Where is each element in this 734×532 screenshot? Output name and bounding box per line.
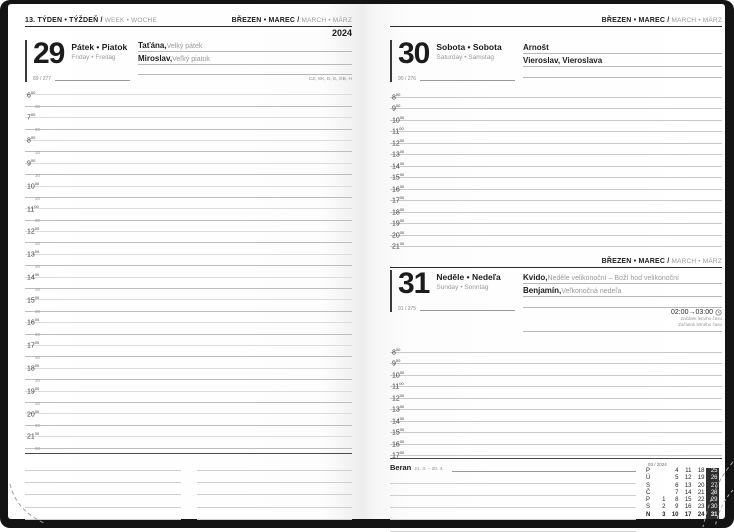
calendar-weekday-letter: Č xyxy=(646,490,654,497)
week-header xyxy=(25,17,157,24)
time-label: $17^{00}$ xyxy=(390,448,404,461)
time-slot-10-30 xyxy=(25,187,352,198)
note-line xyxy=(390,472,636,484)
time-slot-11-30 xyxy=(25,209,352,220)
nameday: Benjamín, xyxy=(523,286,561,295)
time-label: $16^{00}$ xyxy=(25,315,39,328)
calendar-date: 9 xyxy=(667,504,680,511)
time-label: $18^{00}$ xyxy=(390,205,404,218)
zodiac-name: Beran xyxy=(390,463,411,472)
half-hour-label: 30 xyxy=(25,399,40,408)
time-label: $15^{00}$ xyxy=(390,425,404,438)
time-slot-12-30 xyxy=(25,232,352,243)
day-29-info xyxy=(25,40,138,82)
calendar-date-highlighted: 27 xyxy=(706,483,719,490)
half-hour-label: 30 xyxy=(25,239,40,248)
time-label: $12^{00}$ xyxy=(25,224,39,237)
time-slot-20-30 xyxy=(25,414,352,425)
time-label: $14^{00}$ xyxy=(25,270,39,283)
holiday-name: Velký pátek xyxy=(167,43,203,50)
time-slot-6-30 xyxy=(25,95,352,106)
ruled-line xyxy=(523,297,722,308)
time-slot-9-30 xyxy=(25,164,352,175)
calendar-date xyxy=(654,468,667,475)
holiday-country-codes: CZ, SK, D, E, GB, H xyxy=(138,75,352,82)
note-line xyxy=(390,484,636,496)
time-label: $14^{00}$ xyxy=(390,414,404,427)
calendar-weekday-letter: Ú xyxy=(646,475,654,482)
time-label: $18^{00}$ xyxy=(25,361,39,374)
day-of-year-value: 91 / 275 xyxy=(398,306,416,312)
half-hour-label: 30 xyxy=(25,421,40,430)
time-grid-day-29 xyxy=(25,84,352,449)
time-slot-9-00 xyxy=(390,353,722,365)
time-slot-18-00 xyxy=(25,357,352,368)
time-slot-8-30 xyxy=(25,141,352,152)
day-30-info xyxy=(390,40,523,82)
notes-column xyxy=(25,459,181,520)
notes-lines xyxy=(390,472,636,532)
ruled-line xyxy=(452,471,636,472)
time-slot-7-00 xyxy=(25,107,352,118)
note-line xyxy=(390,520,636,532)
calendar-date: 14 xyxy=(680,490,693,497)
time-slot-16-00 xyxy=(25,312,352,323)
holiday-name: Veľkonočná nedeľa xyxy=(561,288,621,295)
half-hour-label: 30 xyxy=(25,194,40,203)
time-slot-11-00 xyxy=(25,198,352,209)
nameday: Kvido, xyxy=(523,273,547,282)
nameday-line xyxy=(523,40,722,54)
mini-calendar xyxy=(646,462,722,532)
month-label: BŘEZEN • MAREC / xyxy=(232,17,300,24)
year-label: 2024 xyxy=(25,27,352,40)
time-label: $14^{00}$ xyxy=(390,159,404,172)
time-slot-14-00 xyxy=(25,266,352,277)
month-header xyxy=(232,17,352,24)
mini-calendar-title: 03 / 2024 xyxy=(646,462,722,467)
nameday: Vieroslav, Vieroslava xyxy=(523,56,602,65)
time-slot-17-30 xyxy=(25,346,352,357)
calendar-date: 15 xyxy=(680,497,693,504)
nameday: Arnošt xyxy=(523,43,549,52)
right-page-header-2 xyxy=(390,254,722,268)
time-slot-21-00 xyxy=(390,236,722,248)
week-label: 13. TÝDEN • TÝŽDEŇ / xyxy=(25,17,103,24)
time-label: $15^{00}$ xyxy=(390,170,404,183)
calendar-row-Č xyxy=(646,490,722,497)
zodiac-date-range: 21. 3. – 20. 4. xyxy=(414,467,443,473)
time-slot-19-30 xyxy=(25,392,352,403)
note-line xyxy=(197,495,353,507)
calendar-date: 3 xyxy=(654,512,667,519)
month-label: BŘEZEN • MAREC / xyxy=(602,17,670,24)
note-line xyxy=(197,483,353,495)
month-label: BŘEZEN • MAREC / xyxy=(602,258,670,265)
time-label: $10^{00}$ xyxy=(25,179,39,192)
time-label: $11^{00}$ xyxy=(25,202,39,215)
note-line xyxy=(25,459,181,471)
calendar-date-highlighted: 25 xyxy=(706,468,719,475)
notes-area-left-page xyxy=(25,459,352,520)
time-label: $21^{00}$ xyxy=(390,239,404,252)
half-hour-label: 30 xyxy=(25,216,40,225)
time-slot-16-00 xyxy=(390,433,722,445)
nameday-line xyxy=(138,52,352,64)
time-label: $7^{00}$ xyxy=(25,110,35,123)
day-name-translation: Sunday • Sonntag xyxy=(436,284,500,291)
calendar-date xyxy=(654,475,667,482)
time-slot-18-00 xyxy=(390,201,722,213)
month-label-translation: MARCH • MÄRZ xyxy=(669,258,722,265)
note-line xyxy=(25,483,181,495)
day-of-year xyxy=(398,306,515,312)
calendar-date-highlighted: 28 xyxy=(706,490,719,497)
calendar-date: 18 xyxy=(693,468,706,475)
day-number: 30 xyxy=(398,40,429,68)
half-hour-label: 30 xyxy=(25,148,40,157)
note-line xyxy=(197,471,353,483)
day-block-31 xyxy=(390,270,722,332)
day-block-30 xyxy=(390,40,722,82)
calendar-date: 8 xyxy=(667,497,680,504)
time-label: $6^{00}$ xyxy=(25,88,35,101)
day-block-29 xyxy=(25,40,352,82)
day-number: 31 xyxy=(398,270,429,298)
time-label: $13^{00}$ xyxy=(25,247,39,260)
calendar-date xyxy=(654,483,667,490)
calendar-date: 24 xyxy=(693,512,706,519)
calendar-date: 13 xyxy=(680,483,693,490)
calendar-date: 23 xyxy=(693,504,706,511)
note-line xyxy=(390,496,636,508)
section-divider xyxy=(390,458,722,459)
bottom-area-right-page xyxy=(390,461,722,532)
day-31-info xyxy=(390,270,523,312)
half-hour-label: 30 xyxy=(25,353,40,362)
half-hour-label: 30 xyxy=(25,285,40,294)
time-label: $8^{00}$ xyxy=(390,345,400,358)
note-line xyxy=(25,495,181,507)
calendar-date: 7 xyxy=(667,490,680,497)
nameday-column xyxy=(523,40,722,82)
clock-icon xyxy=(715,309,722,316)
time-label: $15^{00}$ xyxy=(25,293,39,306)
calendar-date-highlighted: 30 xyxy=(706,504,719,511)
half-hour-label: 30 xyxy=(25,444,40,453)
time-slot-18-30 xyxy=(25,369,352,380)
month-header xyxy=(602,258,722,265)
calendar-date: 22 xyxy=(693,497,706,504)
time-slot-10-00 xyxy=(390,109,722,121)
right-page xyxy=(390,13,722,532)
calendar-weekday-letter: S xyxy=(646,504,654,511)
time-slot-8-00 xyxy=(390,86,722,98)
time-slot-16-30 xyxy=(25,323,352,334)
time-label: $20^{00}$ xyxy=(25,407,39,420)
day-name: Neděle • Nedeľa xyxy=(436,272,500,282)
calendar-weekday-letter: S xyxy=(646,483,654,490)
calendar-date: 1 xyxy=(654,497,667,504)
ruled-line xyxy=(55,80,130,81)
time-slot-19-00 xyxy=(390,213,722,225)
half-hour-label: 30 xyxy=(25,171,40,180)
day-of-year xyxy=(33,76,130,82)
calendar-weekday-letter: N xyxy=(646,512,654,519)
ruled-line xyxy=(138,65,352,75)
time-slot-17-00 xyxy=(390,445,722,457)
time-label: $19^{00}$ xyxy=(390,216,404,229)
calendar-date: 16 xyxy=(680,504,693,511)
calendar-date: 4 xyxy=(667,468,680,475)
half-hour-label: 30 xyxy=(25,376,40,385)
half-hour-label: 30 xyxy=(25,262,40,271)
week-label-translation: WEEK • WOCHE xyxy=(103,17,157,24)
time-slot-15-30 xyxy=(25,300,352,311)
time-label: $11^{00}$ xyxy=(390,379,404,392)
nameday-line xyxy=(523,284,722,298)
calendar-date: 6 xyxy=(667,483,680,490)
calendar-date xyxy=(654,490,667,497)
ruled-line xyxy=(523,67,722,78)
note-line xyxy=(25,508,181,520)
time-slot-15-00 xyxy=(390,167,722,179)
calendar-row-Ú xyxy=(646,475,722,482)
day-name-translation: Saturday • Samstag xyxy=(436,54,501,61)
half-hour-label: 30 xyxy=(25,125,40,134)
calendar-date: 10 xyxy=(667,512,680,519)
time-slot-17-00 xyxy=(25,335,352,346)
time-slot-20-00 xyxy=(25,403,352,414)
calendar-date-highlighted: 31 xyxy=(706,512,719,519)
time-slot-14-00 xyxy=(390,410,722,422)
left-page xyxy=(25,13,352,520)
time-label: $9^{00}$ xyxy=(25,156,35,169)
calendar-date: 17 xyxy=(680,512,693,519)
time-slot-11-00 xyxy=(390,376,722,388)
diary-open-spread xyxy=(8,4,725,519)
holiday-name: Neděle velikonoční – Boží hod velikonoční xyxy=(547,275,679,282)
day-of-year-value: 90 / 276 xyxy=(398,76,416,82)
day-of-year xyxy=(398,76,515,82)
calendar-date: 20 xyxy=(693,483,706,490)
time-label: $17^{00}$ xyxy=(390,193,404,206)
nameday-column xyxy=(523,270,722,332)
time-slot-10-00 xyxy=(390,364,722,376)
time-slot-16-00 xyxy=(390,178,722,190)
time-label: $12^{00}$ xyxy=(390,136,404,149)
half-hour-label: 30 xyxy=(25,307,40,316)
nameday-line xyxy=(523,270,722,284)
time-slot-13-00 xyxy=(390,399,722,411)
calendar-date-highlighted: 26 xyxy=(706,475,719,482)
ruled-line xyxy=(420,310,515,311)
nameday-column xyxy=(138,40,352,82)
time-slot-9-00 xyxy=(390,98,722,110)
time-slot-21-00 xyxy=(25,426,352,437)
time-slot-11-00 xyxy=(390,121,722,133)
time-slot-15-00 xyxy=(390,422,722,434)
half-hour-label: 30 xyxy=(25,102,40,111)
month-label-translation: MARCH • MÄRZ xyxy=(669,17,722,24)
time-slot-9-00 xyxy=(25,152,352,163)
time-label: $13^{00}$ xyxy=(390,402,404,415)
calendar-date-highlighted: 29 xyxy=(706,497,719,504)
time-slot-8-00 xyxy=(25,130,352,141)
ruled-line xyxy=(420,80,515,81)
note-line xyxy=(25,471,181,483)
notes-column xyxy=(390,461,646,532)
time-slot-10-00 xyxy=(25,175,352,186)
time-slot-15-00 xyxy=(25,289,352,300)
day-number: 29 xyxy=(33,40,64,68)
calendar-date: 21 xyxy=(693,490,706,497)
note-line xyxy=(197,508,353,520)
time-grid-day-31 xyxy=(390,341,722,456)
time-slot-13-00 xyxy=(390,144,722,156)
time-slot-8-00 xyxy=(390,341,722,353)
day-name: Sobota • Sobota xyxy=(436,42,501,52)
note-line xyxy=(197,459,353,471)
time-label: $13^{00}$ xyxy=(390,147,404,160)
day-name: Pátek • Piatok xyxy=(71,42,127,52)
time-label: $19^{00}$ xyxy=(25,384,39,397)
time-label: $10^{00}$ xyxy=(390,368,404,381)
calendar-row-S xyxy=(646,504,722,511)
time-label: $8^{00}$ xyxy=(390,90,400,103)
nameday: Miroslav, xyxy=(138,54,172,63)
time-grid-day-30 xyxy=(390,86,722,247)
calendar-date: 19 xyxy=(693,475,706,482)
time-slot-7-30 xyxy=(25,118,352,129)
calendar-row-P xyxy=(646,468,722,475)
time-label: $9^{00}$ xyxy=(390,356,400,369)
right-page-header xyxy=(390,13,722,27)
day-name-translation: Friday • Freitag xyxy=(71,54,127,61)
month-header xyxy=(602,17,722,24)
notes-column xyxy=(197,459,353,520)
time-slot-17-00 xyxy=(390,190,722,202)
left-page-header xyxy=(25,13,352,27)
time-label: $17^{00}$ xyxy=(25,338,39,351)
calendar-row-N xyxy=(646,512,722,519)
time-change-range: 02:00→03:00 xyxy=(671,309,713,316)
time-label: $11^{00}$ xyxy=(390,124,404,137)
nameday-line xyxy=(138,40,352,52)
calendar-weekday-letter: P xyxy=(646,468,654,475)
time-label: $12^{00}$ xyxy=(390,391,404,404)
time-label: $8^{00}$ xyxy=(25,133,35,146)
daylight-saving-note xyxy=(523,309,722,332)
time-slot-21-30 xyxy=(25,437,352,448)
section-divider xyxy=(25,453,352,454)
calendar-weekday-letter: P xyxy=(646,497,654,504)
nameday-line xyxy=(523,54,722,68)
day-of-year-value: 89 / 277 xyxy=(33,76,51,82)
zodiac-row xyxy=(390,461,636,472)
calendar-date: 2 xyxy=(654,504,667,511)
time-slot-6-00 xyxy=(25,84,352,95)
calendar-row-P xyxy=(646,497,722,504)
time-slot-13-00 xyxy=(25,243,352,254)
half-hour-label: 30 xyxy=(25,330,40,339)
time-label: $20^{00}$ xyxy=(390,228,404,241)
time-label: $16^{00}$ xyxy=(390,182,404,195)
time-slot-14-00 xyxy=(390,155,722,167)
time-slot-19-00 xyxy=(25,380,352,391)
nameday: Taťána, xyxy=(138,41,167,50)
calendar-row-S xyxy=(646,483,722,490)
time-slot-14-30 xyxy=(25,278,352,289)
calendar-date: 11 xyxy=(680,468,693,475)
calendar-date: 12 xyxy=(680,475,693,482)
time-slot-12-00 xyxy=(25,221,352,232)
holiday-name: Veľký piatok xyxy=(172,56,210,63)
time-slot-12-00 xyxy=(390,132,722,144)
calendar-date: 5 xyxy=(667,475,680,482)
time-change-note-cs: Začátek letního času xyxy=(523,316,722,322)
time-label: $21^{00}$ xyxy=(25,429,39,442)
time-change-note-sk: Začiatok letného času xyxy=(523,322,722,328)
note-line xyxy=(390,508,636,520)
time-slot-20-00 xyxy=(390,224,722,236)
time-label: $9^{00}$ xyxy=(390,101,400,114)
time-label: $16^{00}$ xyxy=(390,437,404,450)
time-label: $10^{00}$ xyxy=(390,113,404,126)
time-slot-12-00 xyxy=(390,387,722,399)
time-slot-13-30 xyxy=(25,255,352,266)
month-label-translation: MARCH • MÄRZ xyxy=(299,17,352,24)
